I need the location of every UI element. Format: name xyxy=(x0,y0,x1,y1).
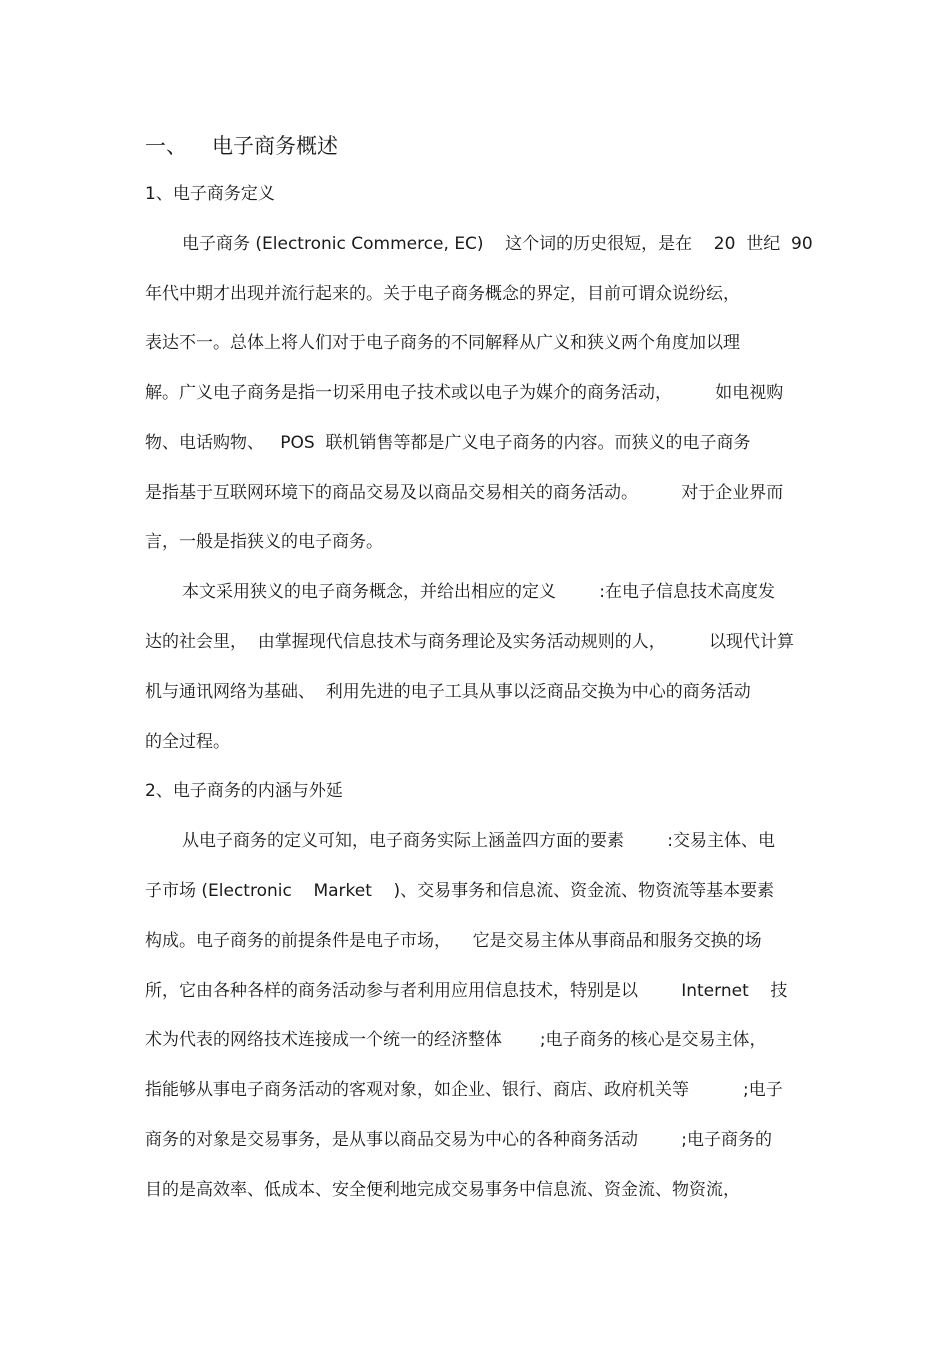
paragraph-line: 构成。电子商务的前提条件是电子市场， 它是交易主体从事商品和服务交换的场 xyxy=(145,931,762,951)
paragraph-line: 解。广义电子商务是指一切采用电子技术或以电子为媒介的商务活动， 如电视购 xyxy=(145,383,784,403)
paragraph-line: 达的社会里， 由掌握现代信息技术与商务理论及实务活动规则的人， 以现代计算 xyxy=(145,632,795,652)
paragraph-line: 的全过程。 xyxy=(145,732,230,752)
chapter-number: 一、 xyxy=(145,134,187,158)
paragraph-line: 电子商务 (Electronic Commerce, EC) 这个词的历史很短，是在 20 世纪 90 xyxy=(182,234,813,254)
section-heading-1: 1、电子商务定义 xyxy=(145,184,275,204)
section-heading-2: 2、电子商务的内涵与外延 xyxy=(145,781,343,801)
paragraph-line: 是指基于互联网环境下的商品交易及以商品交易相关的商务活动。 对于企业界而 xyxy=(145,483,784,503)
paragraph-line: 子市场 (Electronic Market )、交易事务和信息流、资金流、物资流等基本要素 xyxy=(145,881,775,901)
paragraph-line: 机与通讯网络为基础、 利用先进的电子工具从事以泛商品交换为中心的商务活动 xyxy=(145,682,751,702)
paragraph-line: 目的是高效率、低成本、安全便利地完成交易事务中信息流、资金流、物资流， xyxy=(145,1180,740,1200)
paragraph-line: 言，一般是指狭义的电子商务。 xyxy=(145,532,383,552)
paragraph-line: 商务的对象是交易事务，是从事以商品交易为中心的各种商务活动 ;电子商务的 xyxy=(145,1130,772,1150)
paragraph-line: 从电子商务的定义可知，电子商务实际上涵盖四方面的要素 :交易主体、电 xyxy=(182,831,775,851)
paragraph-line: 术为代表的网络技术连接成一个统一的经济整体 ;电子商务的核心是交易主体， xyxy=(145,1030,767,1050)
paragraph-line: 本文采用狭义的电子商务概念，并给出相应的定义 :在电子信息技术高度发 xyxy=(182,582,775,602)
paragraph-line: 指能够从事电子商务活动的客观对象，如企业、银行、商店、政府机关等 ;电子 xyxy=(145,1080,783,1100)
paragraph-line: 所，它由各种各样的商务活动参与者利用应用信息技术，特别是以 Internet 技 xyxy=(145,981,788,1001)
chapter-title: 电子商务概述 xyxy=(212,134,338,158)
paragraph-line: 年代中期才出现并流行起来的。关于电子商务概念的界定，目前可谓众说纷纭， xyxy=(145,284,740,304)
paragraph-line: 表达不一。总体上将人们对于电子商务的不同解释从广义和狭义两个角度加以理 xyxy=(145,333,740,353)
paragraph-line: 物、电话购物、 POS 联机销售等都是广义电子商务的内容。而狭义的电子商务 xyxy=(145,433,751,453)
chapter-heading xyxy=(145,132,338,160)
